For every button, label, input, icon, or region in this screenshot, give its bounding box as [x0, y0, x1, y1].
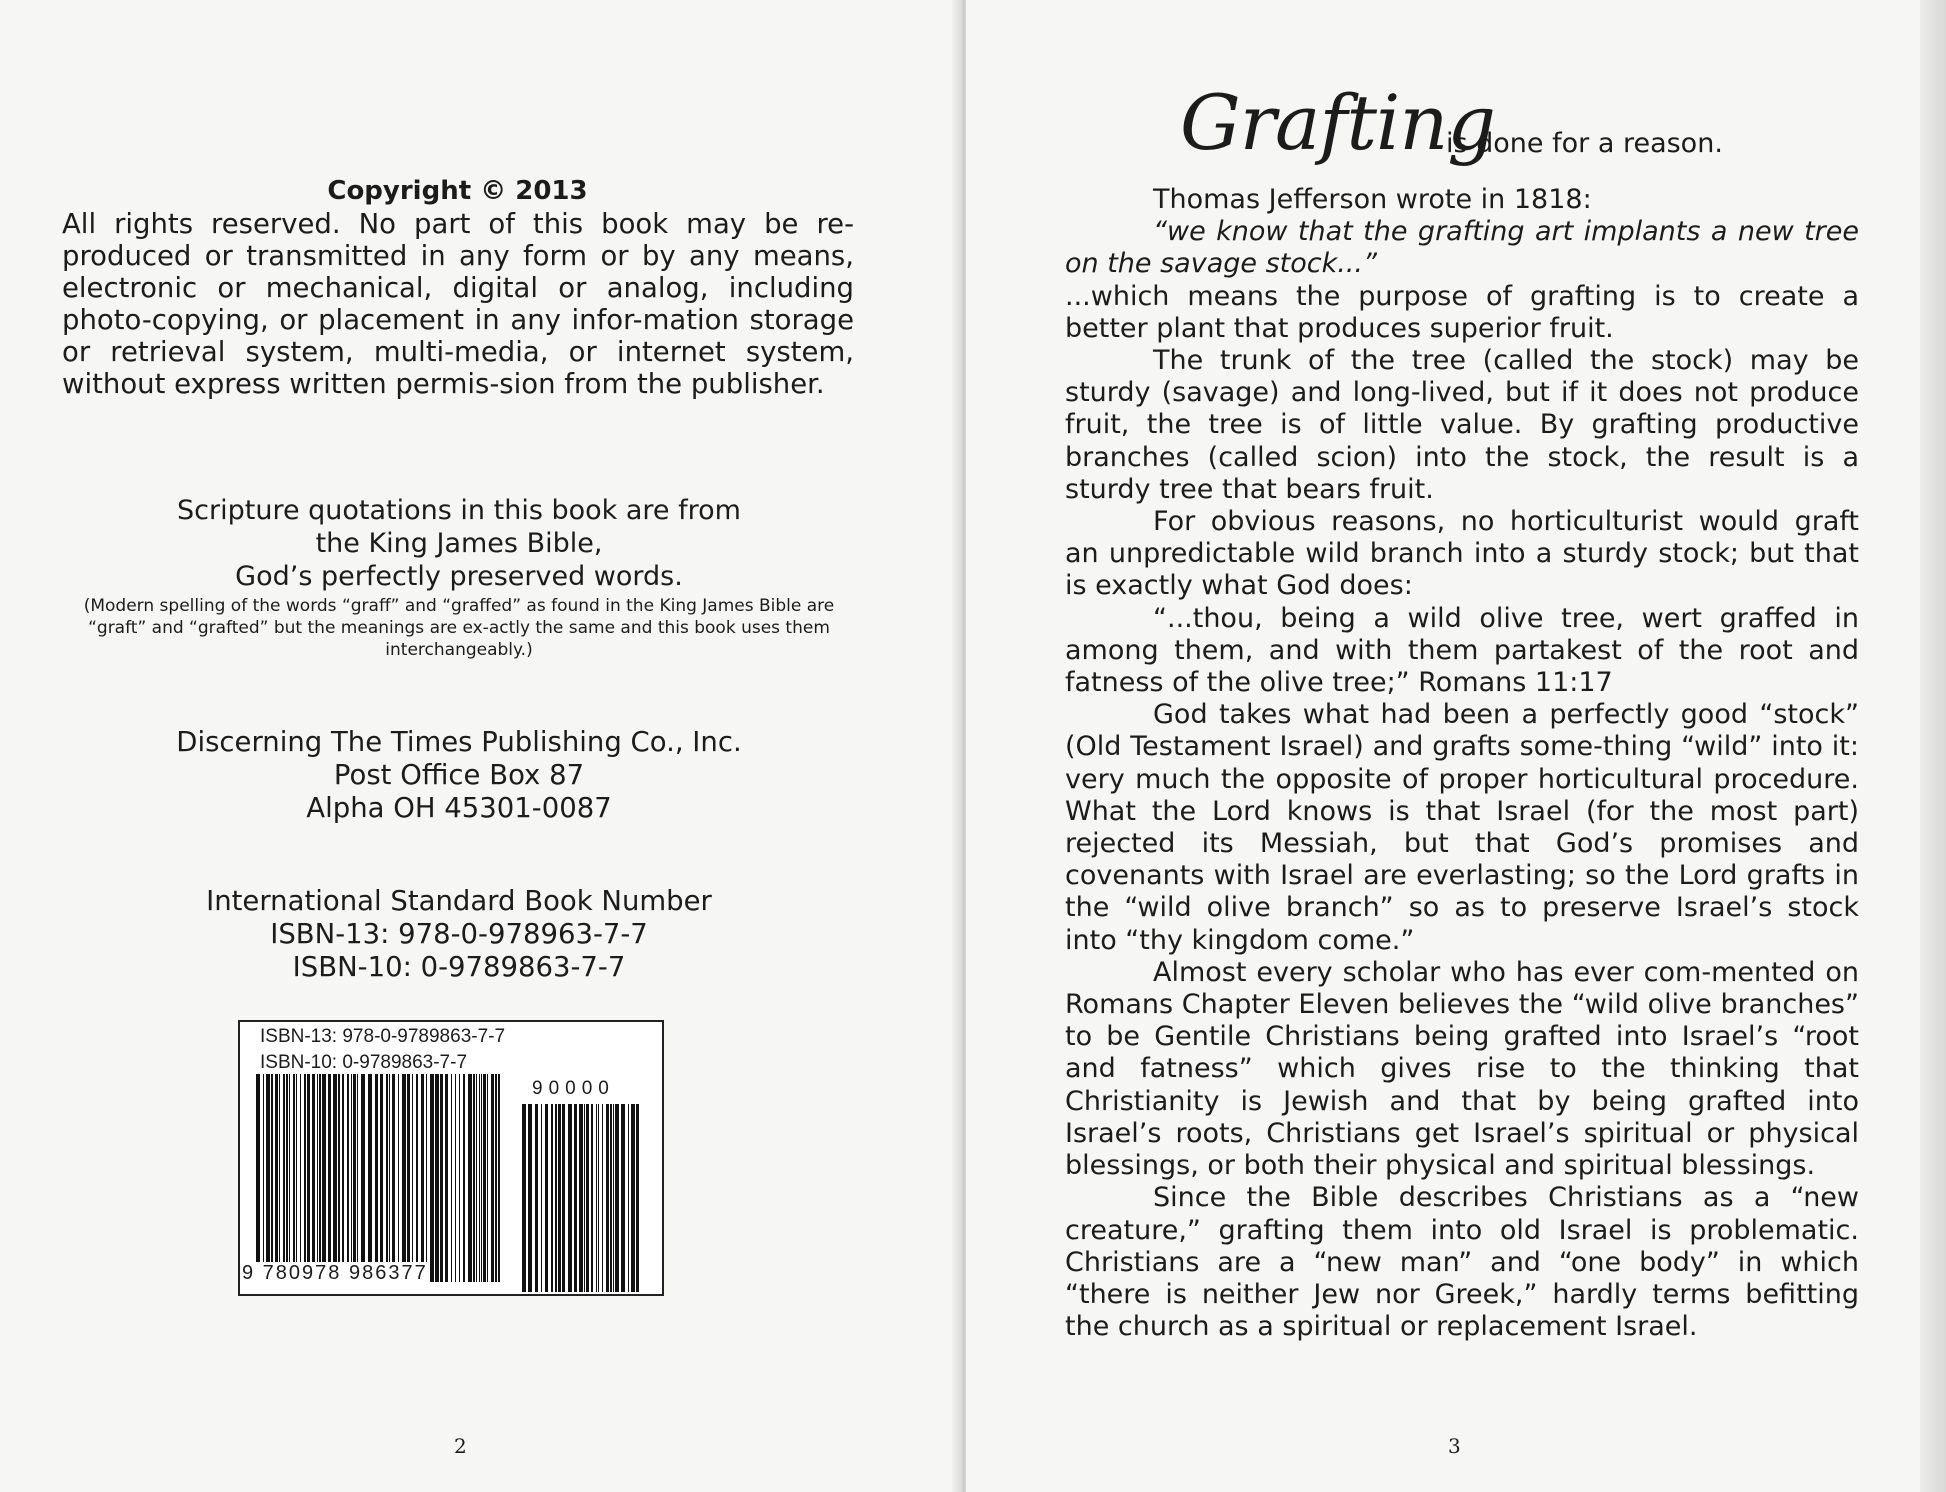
barcode-price-code: 90000	[532, 1078, 615, 1099]
jefferson-quote: “we know that the grafting art implants a new tree on the savage stock...”	[1065, 216, 1859, 280]
barcode-bar	[579, 1104, 583, 1292]
barcode-bar	[398, 1074, 399, 1282]
barcode-bar	[591, 1104, 593, 1292]
barcode-bar	[598, 1104, 599, 1292]
barcode-bar	[407, 1074, 410, 1282]
barcode-bar	[459, 1074, 460, 1282]
barcode-bar	[584, 1104, 585, 1292]
barcode-bar	[375, 1074, 378, 1282]
barcode-bar	[426, 1074, 427, 1282]
barcode-bar	[283, 1074, 285, 1282]
barcode-bar	[491, 1074, 494, 1282]
barcode-bar	[631, 1104, 635, 1292]
isbn-heading: International Standard Book Number	[206, 885, 712, 917]
barcode-bar	[463, 1074, 465, 1282]
barcode-bar	[416, 1074, 418, 1282]
barcode-bar	[421, 1074, 424, 1282]
page-number-right: 3	[1448, 1434, 1461, 1458]
barcode-bar	[386, 1074, 388, 1282]
barcode-bar	[498, 1074, 500, 1282]
barcode-bar	[574, 1104, 577, 1292]
barcode-bar	[289, 1074, 290, 1282]
barcode-bar	[479, 1074, 480, 1282]
barcode-bar	[412, 1074, 413, 1282]
barcode-bar	[361, 1074, 365, 1282]
barcode-bar	[271, 1074, 273, 1282]
barcode-bar	[555, 1104, 557, 1292]
barcode-bar	[535, 1104, 538, 1292]
barcode-bar	[476, 1074, 477, 1282]
copyright-heading: Copyright © 2013	[327, 176, 588, 206]
paragraph: Almost every scholar who has ever com-mented on Romans Chapter Eleven believes the “wild olive branches” to be Gentile Christians being grafted into Israel’s “root and fatness” which gives rise to the thinking that Christianity is Jewish and that by being grafted into Israel’s roots, Christians get Israel’s spiritual or physical blessings, or both their physical and spiritual blessings.	[1065, 956, 1859, 1182]
barcode-bar	[312, 1074, 315, 1282]
barcode-bar	[319, 1074, 321, 1282]
barcode-bar	[602, 1104, 603, 1292]
barcode-bars	[256, 1074, 506, 1282]
body-text	[1065, 184, 1859, 1343]
barcode-bar	[322, 1074, 326, 1282]
barcode-bar	[347, 1074, 349, 1282]
scripture-line: the King James Bible,	[315, 528, 603, 559]
barcode-bar	[402, 1074, 406, 1282]
barcode-bar	[558, 1104, 561, 1292]
barcode-bar	[317, 1074, 318, 1282]
barcode-box	[238, 1020, 664, 1296]
paragraph: God takes what had been a perfectly good “stock” (Old Testament Israel) and grafts some-thing “wild” into it: very much the opposite of proper horticultural procedure. What the Lord knows is that Israel (for the most part) rejected its Messiah, but that God’s promises and covenants with Israel are everlasting; so the Lord grafts in the “wild olive branch” so as to preserve Israel’s stock into “thy kingdom come.”	[1065, 699, 1859, 956]
barcode-bar	[610, 1104, 612, 1292]
barcode-bar	[430, 1074, 434, 1282]
paragraph: Since the Bible describes Christians as a “new creature,” grafting them into old Israel is problematic. Christians are a “new man” and “one body” in which “there is neither Jew nor Greek,” hardly terms befitting the church as a spiritual or replacement Israel.	[1065, 1182, 1859, 1343]
romans-quote: “...thou, being a wild olive tree, wert graffed in among them, and with them partakest of the root and fatness of the olive tree;” Romans 11:17	[1065, 602, 1859, 699]
barcode-bar	[636, 1104, 639, 1292]
barcode-bar	[368, 1074, 372, 1282]
barcode-bar	[445, 1074, 448, 1282]
barcode-bar	[328, 1074, 331, 1282]
barcode-bar	[487, 1074, 488, 1282]
barcode-bar	[545, 1104, 548, 1292]
barcode-bar	[481, 1074, 482, 1282]
barcode-bar	[342, 1074, 344, 1282]
barcode-bar	[628, 1104, 629, 1292]
barcode-bar	[440, 1074, 443, 1282]
barcode-bar	[286, 1074, 288, 1282]
barcode-bar	[304, 1074, 306, 1282]
barcode-bar	[551, 1104, 553, 1292]
paragraph: ...which means the purpose of grafting is to create a better plant that produces superior fruit.	[1065, 280, 1859, 344]
barcode-bar	[392, 1074, 395, 1282]
barcode-bar	[338, 1074, 340, 1282]
paragraph: The trunk of the tree (called the stock) may be sturdy (savage) and long-lived, but if it does not produce fruit, the tree is of little value. By grafting productive branches (called scion) into the stock, the result is a sturdy tree that bears fruit.	[1065, 345, 1859, 505]
barcode-bar	[522, 1104, 526, 1292]
barcode-digits: 9 780978 986377	[242, 1262, 428, 1284]
barcode-bar	[266, 1074, 270, 1282]
barcode-bar	[293, 1074, 295, 1282]
barcode-bar	[263, 1074, 264, 1282]
barcode-bar	[613, 1104, 614, 1292]
barcode-bar	[483, 1074, 486, 1282]
scripture-line: God’s perfectly preserved words.	[235, 561, 683, 592]
paragraph: Thomas Jefferson wrote in 1818:	[1153, 184, 1592, 215]
scripture-block	[60, 494, 858, 661]
barcode-bar	[300, 1074, 301, 1282]
rights-text: All rights reserved. No part of this book may be re-produced or transmitted in any form or by any means, electronic or mechanical, digital or analog, including photo-copying, or placement in any infor-mation storage or retrieval system, multi-media, or internet system, without express written permis-sion from the publisher.	[62, 208, 854, 400]
barcode-bar	[275, 1074, 278, 1282]
publisher-address	[60, 726, 858, 825]
barcode-bar	[455, 1074, 456, 1282]
barcode-bar	[333, 1074, 337, 1282]
page-number-left: 2	[454, 1434, 467, 1458]
publisher-city: Alpha OH 45301-0087	[306, 792, 612, 824]
barcode-bar	[495, 1074, 497, 1282]
barcode-bar	[279, 1074, 280, 1282]
barcode-bar	[615, 1104, 619, 1292]
barcode-bar	[351, 1074, 352, 1282]
scripture-line: Scripture quotations in this book are from	[177, 495, 741, 526]
left-page	[0, 0, 962, 1492]
isbn-block	[60, 885, 858, 984]
page-edge	[1920, 0, 1946, 1492]
paragraph: For obvious reasons, no horticulturist would graft an unpredictable wild branch into a sturdy stock; but that is exactly what God does:	[1065, 506, 1859, 602]
isbn-10: ISBN-10: 0-9789863-7-7	[292, 951, 626, 983]
barcode-bar	[389, 1074, 390, 1282]
barcode-bar	[307, 1074, 310, 1282]
barcode-bar	[562, 1104, 565, 1292]
barcode-bar	[568, 1104, 572, 1292]
barcode-bar	[606, 1104, 609, 1292]
barcode-bar	[473, 1074, 475, 1282]
isbn-13: ISBN-13: 978-0-978963-7-7	[270, 918, 648, 950]
chapter-title-rest: is done for a reason.	[1446, 128, 1723, 159]
spelling-note: (Modern spelling of the words “graff” and “graffed” as found in the King James Bible are “graft” and “grafted” but the meanings are ex-actly the same and this book uses them interchangeably.)	[83, 596, 835, 660]
barcode-isbn13: ISBN-13: 978-0-9789863-7-7	[260, 1026, 506, 1047]
barcode-bar	[380, 1074, 383, 1282]
barcode-bar	[468, 1074, 472, 1282]
barcode-bar	[256, 1074, 260, 1282]
barcode-bar	[596, 1104, 597, 1292]
chapter-title-script: Grafting	[1180, 78, 1495, 167]
barcode-isbn10: ISBN-10: 0-9789863-7-7	[260, 1052, 468, 1073]
barcode-bar	[541, 1104, 542, 1292]
barcode-addon-bars	[522, 1104, 642, 1292]
barcode-bar	[435, 1074, 439, 1282]
barcode-bar	[296, 1074, 297, 1282]
publisher-name: Discerning The Times Publishing Co., Inc.	[176, 726, 742, 758]
barcode-bar	[353, 1074, 356, 1282]
barcode-bar	[357, 1074, 358, 1282]
barcode-bar	[451, 1074, 452, 1282]
barcode-bar	[528, 1104, 532, 1292]
publisher-po-box: Post Office Box 87	[333, 759, 585, 791]
barcode-bar	[621, 1104, 625, 1292]
barcode-bar	[586, 1104, 589, 1292]
